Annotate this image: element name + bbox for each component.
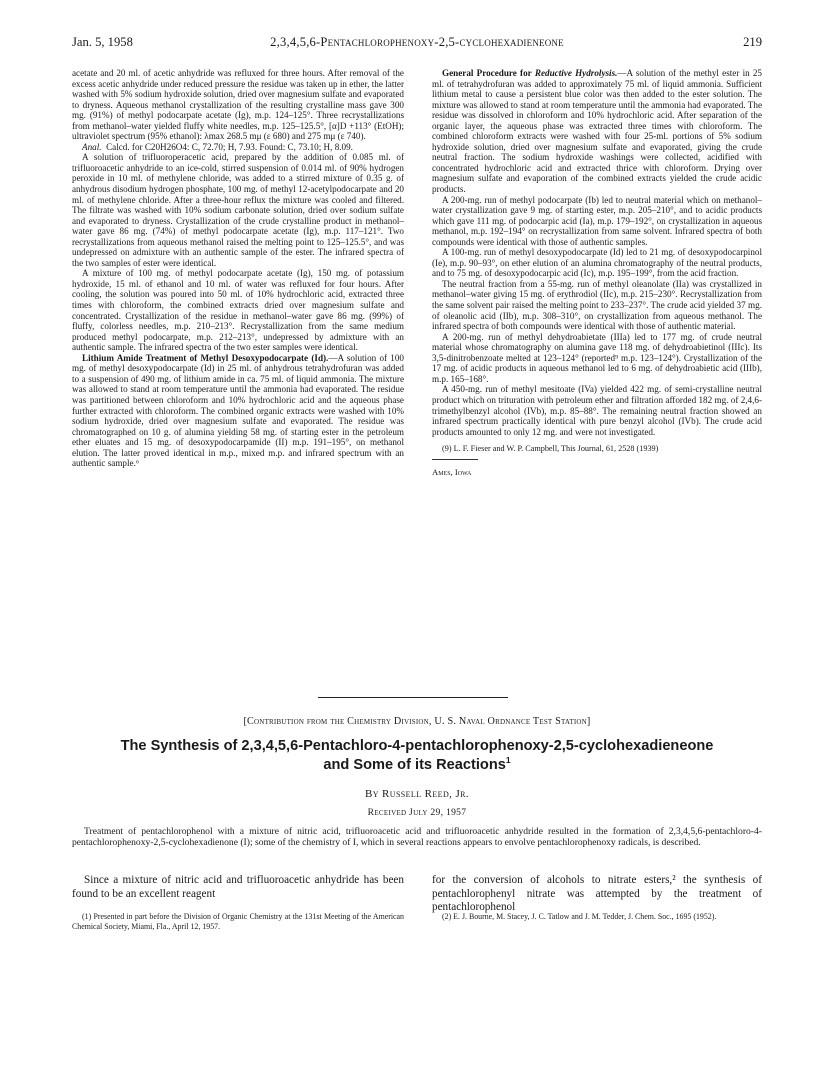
paragraph: A 200-mg. run of methyl dehydroabietate (IIIa) led to 177 mg. of crude neutral material whose chromatography on alumina gave 118 mg. of dehydroabietinol (IIIc). Its 3,5-dinitrobenzoate melted at 123–124° (reported⁹ m.p. 123–124°). Crystallization of the 17 mg. of acidic products in aqueous methanol led to 6 mg. of dehydroabietic acid (IIIb), m.p. 165–168°. <box>432 331 762 384</box>
contribution-line: [Contribution from the Chemistry Division, U. S. Naval Ordnance Test Station] <box>243 716 591 727</box>
section-text: —A solution of 100 mg. of methyl desoxypodocarpate (Id) in 25 ml. of anhydrous tetrahydrofuran was added to a suspension of 490 mg. of lithium amide in ca. 75 ml. of liquid ammonia. The mixture was allowed to stand at room temperature until the ammonia had evaporated. The residue was partitioned between chloroform and 10% hydrochloric acid and the aqueous phase further extracted with chloroform. The combined organic extracts were washed with 10% sodium hydroxide, dried over magnesium sulfate and evaporated. The residue was chromatographed on 10 g. of alumina yielding 58 mg. of starting ester in the petroleum ether eluates and 15 mg. of desoxypodocarpamide (II) m.p. 191–195°, on methanol elution. The latter proved identical in m.p., mixed m.p. and infrared spectrum with an authentic sample.⁶ <box>72 352 404 469</box>
title-line-1: The Synthesis of 2,3,4,5,6-Pentachloro-4-pentachlorophenoxy-2,5-cyclohexadieneone <box>120 738 714 754</box>
article-title <box>72 737 762 775</box>
title-footnote-mark: 1 <box>505 755 511 766</box>
analysis-text: Calcd. for C20H26O4: C, 72.70; H, 7.93. Found: C, 73.10; H, 8.09. <box>106 141 353 152</box>
section-text: —A solution of the methyl ester in 25 ml. of tetrahydrofuran was added to approximately 75 ml. of liquid ammonia. Sufficient lithium metal to cause a persistent blue color was then added to the ester solution. The mixture was allowed to stand at room temperature until the ammonia had evaporated. The residue was dissolved in chloroform and 10% hydrochloric acid. After separation of the organic layer, the aqueous phase was extracted three times with chloroform. The combined chloroform extracts were washed with four 25-ml. portions of 5% sodium hydroxide solution, dried over magnesium sulfate and evaporated, giving the crude neutral fraction. The sodium hydroxide washings were collected, acidified with concentrated hydrochloric acid and extracted thrice with chloroform. Drying over magnesium sulfate and evaporation of the combined extracts yielded the crude acidic products. <box>432 68 762 195</box>
title-line-2-text: and Some of its Reactions <box>323 757 506 773</box>
title-line-2 <box>72 756 762 775</box>
analysis-paragraph <box>72 142 404 153</box>
abstract: Treatment of pentachlorophenol with a mixture of nitric acid, trifluoroacetic acid and trifluoroacetic anhydride resulted in the formation of 2,3,4,5,6-pentachloro-4-pentachlorophenoxy-2,5-cyclohexadienone (I); some of the chemistry of I, which in several reactions appears to envolve pentachlorophenoxy radicals, is described. <box>72 826 762 848</box>
paragraph: A mixture of 100 mg. of methyl podocarpate acetate (Ig), 150 mg. of potassium hydroxide, 15 ml. of ethanol and 10 ml. of water was refluxed for four hours. After cooling, the solution was poured into 50 ml. of 10% hydrochloric acid, extracted three times with chloroform, the combined extracts dried over magnesium sulfate and concentrated. Crystallization of the residue in methanol–water gave 86 mg. (99%) of fluffy, colorless needles, m.p. 210–213°. Recrystallization from the same medium produced methyl podocarpate, m.p. 212–213°, undepressed by admixture with an authentic sample. The infrared spectra of the two ester samples were identical. <box>72 268 404 353</box>
section-heading-italic: Reductive Hydrolysis. <box>534 68 618 78</box>
footnote-2: (2) E. J. Bourne, M. Stacey, J. C. Tatlow and J. M. Tedder, J. Chem. Soc., 1695 (1952). <box>442 912 717 921</box>
paragraph: A 200-mg. run of methyl podocarpate (Ib) led to neutral material which on methanol–water crystallization gave 9 mg. of starting ester, m.p. 205–210°, and to acidic products which gave 111 mg. of podocarpic acid (Ia), m.p. 179–192°, on crystallization in aqueous methanol, m.p. 192–194° on recrystallization from same solvent. Infrared spectra of both compounds were identical with those of authentic samples. <box>432 194 762 247</box>
footnote: (9) L. F. Fieser and W. P. Campbell, This Journal, 61, 2528 (1939) <box>442 444 659 454</box>
anal-label: Anal. <box>82 141 102 152</box>
left-column <box>72 68 404 469</box>
right-column <box>432 68 762 478</box>
body-right: for the conversion of alcohols to nitrate esters,² the synthesis of pentachlorophenyl nitrate was attempted by the treatment of pentachlorophenol <box>432 874 762 914</box>
section-paragraph <box>432 68 762 195</box>
received-date: Received July 29, 1957 <box>367 807 467 818</box>
paragraph: A 450-mg. run of methyl mesitoate (IVa) yielded 422 mg. of semi-crystalline neutral product which on trituration with petroleum ether and filtration afforded 182 mg. of 2,4,6-trimethylbenzyl alcohol (IVb), m.p. 85–88°. The remaining neutral fraction showed an infrared spectrum practically identical with pure benzyl alcohol (IVb). The crude acid products amounted to only 12 mg. and were not investigated. <box>432 384 762 437</box>
paragraph: The neutral fraction from a 55-mg. run of methyl oleanolate (IIa) was crystallized in methanol–water giving 15 mg. of erythrodiol (IIc), m.p. 215–230°. Recrystallization from the same solvent pair raised the melting point to 233–237°. The crude acid yielded 37 mg. of oleanolic acid (IIb), m.p. 308–310°, on crystallization from aqueous methanol. The infrared spectra of both compounds were identical with those of authentic material. <box>432 278 762 332</box>
body-left: Since a mixture of nitric acid and trifluoroacetic anhydride has been found to be an excellent reagent <box>72 874 404 900</box>
author: By Russell Reed, Jr. <box>364 788 470 800</box>
paragraph: A solution of trifluoroperacetic acid, prepared by the addition of 0.085 ml. of trifluoroacetic anhydride to an ice-cold, stirred suspension of 0.014 ml. of 90% hydrogen peroxide in 10 ml. of methylene chloride, was added to a stirred mixture of 0.35 g. of anhydrous disodium hydrogen phosphate, 100 mg. of methyl 12-acetylpodocarpate and 20 ml. of methylene chloride. After a three-hour reflux the mixture was cooled and filtered. The filtrate was washed with 10% sodium carbonate solution, dried over sodium sulfate and evaporated to dryness. Crystallization of the crude crystalline product in methanol–water gave 86 mg. (74%) of methyl podocarpate acetate (Ig), m.p. 117–121°. Two recrystallizations from aqueous methanol raised the melting point to 125–125.5°, and was undepressed on admixture with an authentic sample of the ester. The infrared spectra of the two samples of ester were identical. <box>72 152 404 268</box>
header-date: Jan. 5, 1958 <box>72 35 133 49</box>
page-number: 219 <box>743 35 762 49</box>
section-divider <box>318 697 508 698</box>
section-paragraph <box>72 353 404 469</box>
paragraph: A 100-mg. run of methyl desoxypodocarpate (Id) led to 21 mg. of desoxypodocarpinol (Ie), m.p. 90–93°, on ether elution of an alumina chromatography of the neutral products, and to 75 mg. of desoxypodocarpic acid (Ic), m.p. 195–199°, from the acid fraction. <box>432 247 762 279</box>
section-heading: General Procedure for <box>442 68 532 78</box>
footnote-1: (1) Presented in part before the Division of Organic Chemistry at the 131st Meeting of the American Chemical Society, Miami, Fla., April 12, 1957. <box>72 912 404 931</box>
running-header <box>72 35 762 53</box>
header-title: 2,3,4,5,6-Pentachlorophenoxy-2,5-cyclohexadieneone <box>270 35 564 49</box>
section-heading: Lithium Amide Treatment of Methyl Desoxypodocarpate (Id). <box>82 352 329 363</box>
location: Ames, Iowa <box>432 467 472 478</box>
paragraph: acetate and 20 ml. of acetic anhydride was refluxed for three hours. After removal of the excess acetic anhydride under reduced pressure the residue was taken up in ether, the latter washed with 5% sodium hydroxide solution, dried over magnesium sulfate and evaporated to dryness. Aqueous methanol crystallization of the resulting crystalline mass gave 300 mg. (91%) of methyl podocarpate acetate (Ig), m.p. 124–125°. Three recrystallizations from methanol–water yielded fluffy white needles, m.p. 125–125.5°, [α]D +113° (EtOH); ultraviolet spectrum (95% ethanol): λmax 268.5 mμ (ε 680) and 275 mμ (ε 740). <box>72 68 404 142</box>
divider <box>432 459 478 460</box>
